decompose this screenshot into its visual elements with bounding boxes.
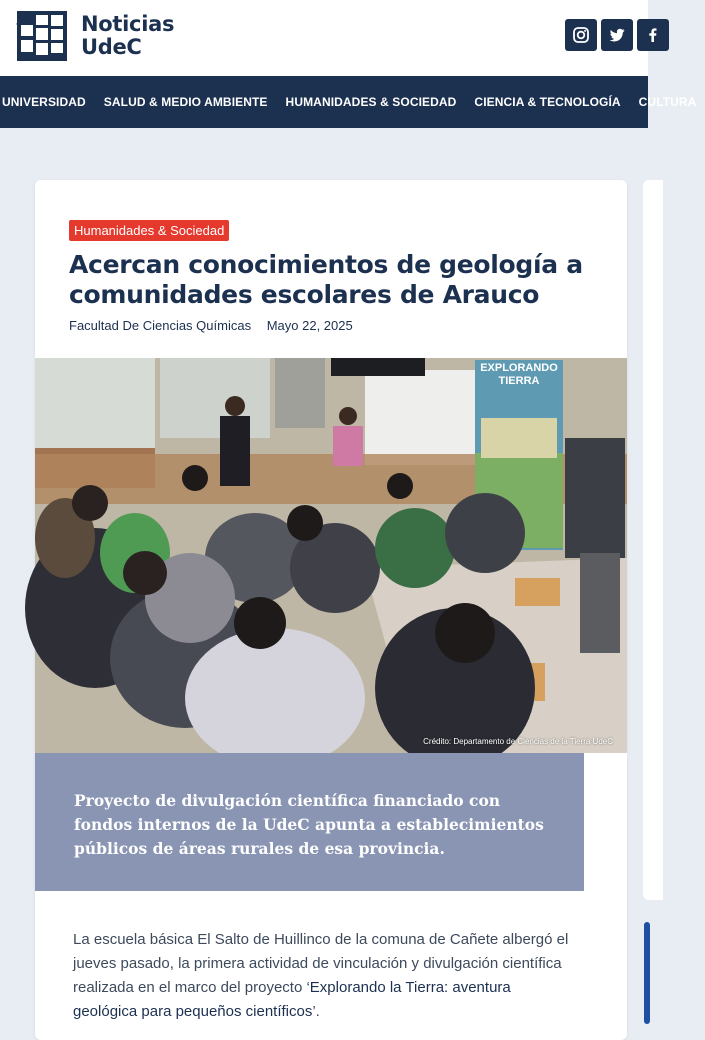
logo-text-line2: UdeC bbox=[81, 35, 142, 59]
article-title: Acercan conocimientos de geología a comunidades escolares de Arauco bbox=[69, 250, 583, 309]
body-text-part2: ’. bbox=[312, 1003, 320, 1020]
body-text-part1: La escuela básica El Salto de Huillinco de la comuna de Cañete albergó el jueves pasado, la primera actividad de vinculación y divulgación científica realizada en el marco del proyecto ‘ bbox=[73, 931, 569, 996]
article-meta bbox=[69, 318, 353, 333]
sidebar-card bbox=[643, 180, 663, 900]
facebook-icon bbox=[644, 26, 662, 44]
main-nav bbox=[0, 76, 697, 128]
lead-text: Proyecto de divulgación científica financiado con fondos internos de la UdeC apunta a establecimientos públicos de áreas rurales de esa provincia. bbox=[74, 791, 544, 858]
site-header bbox=[0, 0, 648, 76]
banner-title bbox=[475, 362, 563, 388]
project-name-link[interactable]: Explorando la Tierra: aventura geológica para pequeños científicos bbox=[73, 979, 511, 1020]
site-logo[interactable] bbox=[17, 11, 174, 61]
category-badge[interactable]: Humanidades & Sociedad bbox=[69, 220, 229, 241]
twitter-icon bbox=[608, 26, 626, 44]
article-author[interactable]: Facultad De Ciencias Químicas bbox=[69, 318, 252, 333]
twitter-button[interactable] bbox=[601, 19, 633, 51]
instagram-icon bbox=[572, 26, 590, 44]
article-lead bbox=[35, 753, 584, 891]
nav-item-cultura[interactable]: CULTURA bbox=[638, 95, 697, 109]
article-body bbox=[73, 928, 578, 1024]
facebook-button[interactable] bbox=[637, 19, 669, 51]
article-date: Mayo 22, 2025 bbox=[266, 318, 353, 333]
sidebar-accent bbox=[644, 922, 650, 1024]
nav-item-salud-medio-ambiente[interactable]: SALUD & MEDIO AMBIENTE bbox=[103, 95, 268, 109]
logo-text-line1: Noticias bbox=[81, 12, 175, 36]
classroom-photo bbox=[35, 358, 627, 753]
article-photo bbox=[35, 358, 627, 753]
nav-item-universidad[interactable]: UNIVERSIDAD bbox=[2, 95, 86, 109]
nav-item-humanidades-sociedad[interactable]: HUMANIDADES & SOCIEDAD bbox=[285, 95, 457, 109]
banner-title-line1: EXPLORANDO bbox=[480, 362, 558, 374]
banner-title-line2: TIERRA bbox=[498, 375, 540, 387]
instagram-button[interactable] bbox=[565, 19, 597, 51]
nav-item-ciencia-tecnologia[interactable]: CIENCIA & TECNOLOGÍA bbox=[474, 95, 621, 109]
udec-logo-icon bbox=[17, 11, 67, 61]
photo-credit: Crédito: Departamento de Ciencias de la Tierra UdeC bbox=[423, 737, 613, 746]
logo-text bbox=[81, 13, 174, 59]
